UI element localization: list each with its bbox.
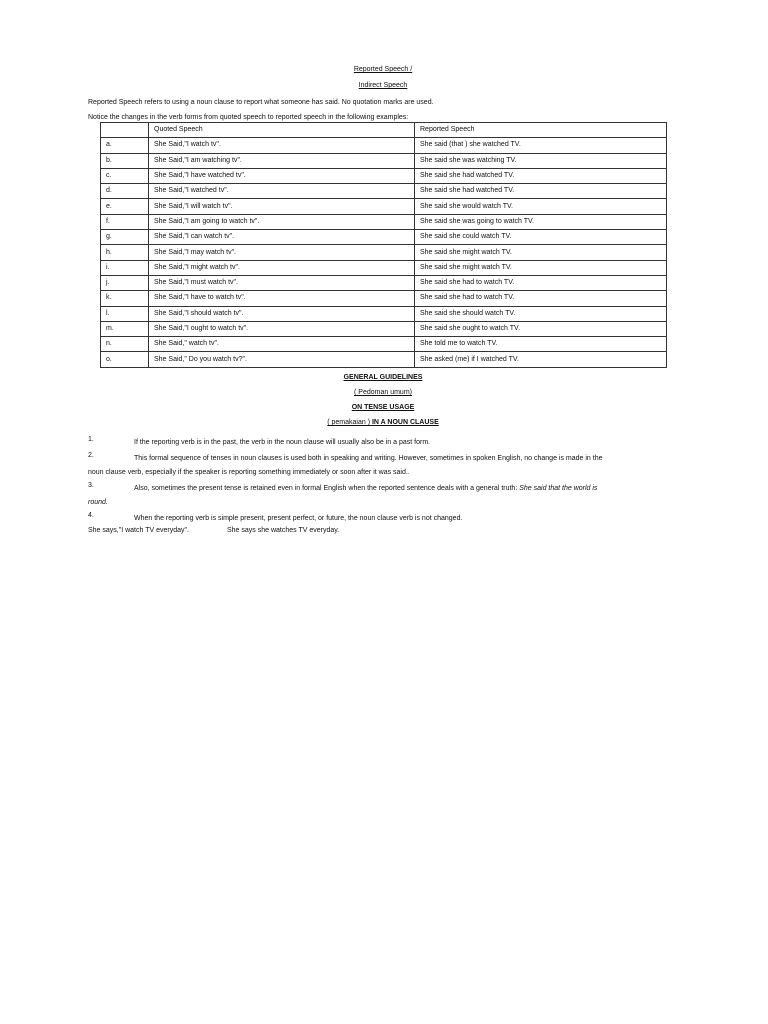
header-quoted-speech: Quoted Speech	[149, 123, 415, 138]
rule-number: 1.	[88, 436, 94, 443]
rule-2	[88, 452, 678, 480]
reported-speech-cell: She said she could watch TV.	[415, 230, 667, 245]
row-letter: d.	[101, 184, 149, 199]
row-letter: b.	[101, 153, 149, 168]
table-row	[101, 275, 667, 290]
reported-speech-cell: She said she might watch TV.	[415, 260, 667, 275]
quoted-speech-cell: She Said,"I watch tv".	[149, 138, 415, 153]
speech-table	[100, 122, 667, 368]
rule-text-line	[88, 482, 678, 496]
row-letter: e.	[101, 199, 149, 214]
quoted-speech-cell: She Said,"I have watched tv".	[149, 168, 415, 183]
heading-pedoman-umum: ( Pedoman umum)	[354, 389, 412, 396]
quoted-speech-cell: She Said,"I will watch tv".	[149, 199, 415, 214]
table-row	[101, 138, 667, 153]
notice-paragraph: Notice the changes in the verb forms from quoted speech to reported speech in the following examples:	[88, 114, 409, 121]
row-letter: c.	[101, 168, 149, 183]
row-letter: o.	[101, 352, 149, 367]
rule-text: This formal sequence of tenses in noun clauses is used both in speaking and writing. However, sometimes in spoken English, no change is made in the	[134, 455, 603, 462]
example-quoted: She says,"I watch TV everyday".	[88, 527, 189, 534]
row-letter: k.	[101, 291, 149, 306]
rule-text-continued: noun clause verb, especially if the speaker is reporting something immediately or soon after it was said..	[88, 469, 410, 476]
row-letter: i.	[101, 260, 149, 275]
rule-3	[88, 482, 678, 510]
quoted-speech-cell: She Said,"I watched tv".	[149, 184, 415, 199]
row-letter: j.	[101, 275, 149, 290]
reported-speech-cell: She said (that ) she watched TV.	[415, 138, 667, 153]
title-reported-speech: Reported Speech /	[353, 66, 413, 73]
quoted-speech-cell: She Said,"I may watch tv".	[149, 245, 415, 260]
row-letter: h.	[101, 245, 149, 260]
heading-noun-clause: IN A NOUN CLAUSE	[370, 419, 439, 426]
reported-speech-cell: She said she had to watch TV.	[415, 291, 667, 306]
row-letter: l.	[101, 306, 149, 321]
table-row	[101, 306, 667, 321]
quoted-speech-cell: She Said,"I have to watch tv".	[149, 291, 415, 306]
quoted-speech-cell: She Said," Do you watch tv?".	[149, 352, 415, 367]
quoted-speech-cell: She Said,"I am going to watch tv".	[149, 214, 415, 229]
table-row	[101, 337, 667, 352]
quoted-speech-cell: She Said,"I might watch tv".	[149, 260, 415, 275]
reported-speech-cell: She said she might watch TV.	[415, 245, 667, 260]
reported-speech-cell: She said she should watch TV.	[415, 306, 667, 321]
quoted-speech-cell: She Said," watch tv".	[149, 337, 415, 352]
row-letter: a.	[101, 138, 149, 153]
row-letter: m.	[101, 321, 149, 336]
reported-speech-cell: She said she had watched TV.	[415, 184, 667, 199]
quoted-speech-cell: She Said,"I ought to watch tv".	[149, 321, 415, 336]
table-row	[101, 230, 667, 245]
row-letter: f.	[101, 214, 149, 229]
row-letter: g.	[101, 230, 149, 245]
rule-italic-continued: round.	[88, 499, 108, 506]
rule-1	[88, 436, 678, 450]
reported-speech-cell: She said she ought to watch TV.	[415, 321, 667, 336]
document-page	[88, 66, 678, 534]
example-reported: She says she watches TV everyday.	[227, 527, 340, 534]
table-header-row	[101, 123, 667, 138]
guidelines-section	[88, 374, 678, 539]
quoted-speech-cell: She Said,"I must watch tv".	[149, 275, 415, 290]
example-line	[88, 527, 678, 539]
rule-number: 2.	[88, 452, 94, 459]
table-row	[101, 321, 667, 336]
table-row	[101, 245, 667, 260]
rule-text: Also, sometimes the present tense is retained even in formal English when the reported sentence deals with a general truth:	[134, 485, 520, 492]
reported-speech-cell: She told me to watch TV.	[415, 337, 667, 352]
rule-text: When the reporting verb is simple present, present perfect, or future, the noun clause verb is not changed.	[134, 515, 463, 522]
rule-number: 3.	[88, 482, 94, 489]
header-cell-empty	[101, 123, 149, 138]
rule-4	[88, 512, 678, 526]
rule-italic-example: She said that the world is	[519, 485, 598, 492]
table-row	[101, 352, 667, 367]
intro-paragraph: Reported Speech refers to using a noun clause to report what someone has said. No quotation marks are used.	[88, 99, 434, 106]
row-letter: n.	[101, 337, 149, 352]
table-row	[101, 184, 667, 199]
rule-text: If the reporting verb is in the past, the verb in the noun clause will usually also be in a past form.	[134, 439, 431, 446]
reported-speech-cell: She said she had to watch TV.	[415, 275, 667, 290]
heading-on-tense-usage: ON TENSE USAGE	[351, 404, 415, 411]
heading-general-guidelines: GENERAL GUIDELINES	[343, 374, 423, 381]
quoted-speech-cell: She Said,"I am watching tv".	[149, 153, 415, 168]
header-reported-speech: Reported Speech	[415, 123, 667, 138]
rule-number: 4.	[88, 512, 94, 519]
table-row	[101, 168, 667, 183]
quoted-speech-cell: She Said,"I should watch tv".	[149, 306, 415, 321]
title-indirect-speech: Indirect Speech	[358, 82, 408, 89]
heading-in-noun-clause	[88, 419, 678, 431]
reported-speech-cell: She said she had watched TV.	[415, 168, 667, 183]
table-row	[101, 153, 667, 168]
quoted-speech-cell: She Said,"I can watch tv".	[149, 230, 415, 245]
reported-speech-cell: She said she was going to watch TV.	[415, 214, 667, 229]
table-row	[101, 199, 667, 214]
table-row	[101, 291, 667, 306]
reported-speech-cell: She asked (me) if I watched TV.	[415, 352, 667, 367]
table-row	[101, 214, 667, 229]
reported-speech-cell: She said she would watch TV.	[415, 199, 667, 214]
heading-pemakaian: ( pemakaian )	[327, 419, 371, 426]
reported-speech-cell: She said she was watching TV.	[415, 153, 667, 168]
table-row	[101, 260, 667, 275]
